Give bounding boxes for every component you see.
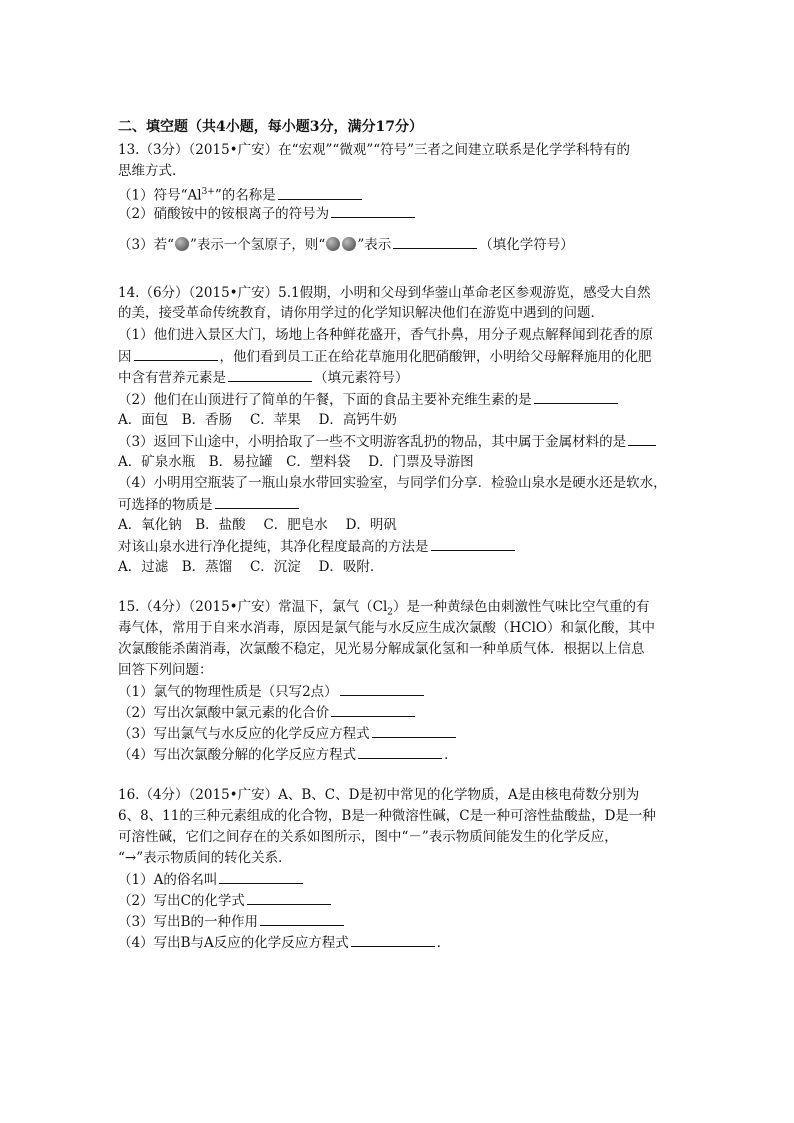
q15-part-2-text: （2）写出次氯酸中氯元素的化合价 xyxy=(118,705,330,721)
q14-stem-line-2: 的美，接受革命传统教育，请你用学过的化学知识解决他们在游览中遇到的问题． xyxy=(118,305,604,321)
answer-blank[interactable] xyxy=(260,912,344,926)
q15-part-2 xyxy=(118,703,417,722)
q13-stem-line-2: 思维方式． xyxy=(118,163,186,179)
q14-part-5 xyxy=(118,537,517,556)
hydrogen-atom-icon xyxy=(342,237,356,251)
q14-part-5-text: 对该山泉水进行净化提纯，其净化程度最高的方法是 xyxy=(118,539,429,555)
q15-part-1 xyxy=(118,682,426,701)
answer-blank[interactable] xyxy=(340,682,424,696)
answer-blank[interactable] xyxy=(393,235,477,249)
q14-part-2 xyxy=(118,390,620,409)
answer-blank[interactable] xyxy=(134,347,218,361)
answer-blank[interactable] xyxy=(228,368,312,382)
q14-part-3 xyxy=(118,432,658,451)
q14-part-4-options: A．氧化钠 B．盐酸 C．肥皂水 D．明矾 xyxy=(118,517,397,533)
q13-part-2 xyxy=(118,204,417,223)
q15-stem-text-b: ）是一种黄绿色由刺激性气味比空气重的有 xyxy=(393,599,650,615)
q15-part-4 xyxy=(118,745,458,764)
q14-stem-line-1: 14.（6分）（2015•广安）5.1假期，小明和父母到华蓥山革命老区参观游览，感受大自然 xyxy=(118,285,651,301)
q16-stem-line-3: 可溶性碱，它们之间存在的关系如图所示，图中“－”表示物质间能发生的化学反应， xyxy=(118,829,618,845)
answer-blank[interactable] xyxy=(331,204,415,218)
q16-part-3 xyxy=(118,912,346,931)
q16-part-1 xyxy=(118,870,305,889)
q14-part-3-text: （3）返回下山途中，小明拾取了一些不文明游客乱扔的物品，其中属于金属材料的是 xyxy=(118,434,627,450)
answer-blank[interactable] xyxy=(534,390,618,404)
q16-part-4-text: （4）写出B与A反应的化学反应方程式 xyxy=(118,935,349,951)
q14-part-2-text: （2）他们在山顶进行了简单的午餐，下面的食品主要补充维生素的是 xyxy=(118,392,532,408)
q14-part-1-line-1: （1）他们进入景区大门，场地上各种鲜花盛开，香气扑鼻，用分子观点解释闻到花香的原 xyxy=(118,327,654,343)
q16-stem-line-4: “→”表示物质间的转化关系． xyxy=(118,850,292,866)
answer-blank[interactable] xyxy=(628,432,656,446)
answer-blank[interactable] xyxy=(331,703,415,717)
q16-part-2 xyxy=(118,891,333,910)
q14-part-4-line-1: （4）小明用空瓶装了一瓶山泉水带回实验室，与同学们分享．检验山泉水是硬水还是软水， xyxy=(118,475,667,491)
q14-part-1-text-c: 中含有营养元素是 xyxy=(118,370,226,386)
q16-part-4 xyxy=(118,933,450,952)
q14-part-1-text-d: （填元素符号） xyxy=(314,370,409,386)
q14-part-1-text-b: ，他们看到员工正在给花草施用化肥硝酸钾，小明给父母解释施用的化肥 xyxy=(219,349,652,365)
q13-part-1-charge: 3+ xyxy=(201,187,215,197)
answer-blank[interactable] xyxy=(431,537,515,551)
q14-part-2-options: A．面包 B．香肠 C．苹果 D．高钙牛奶 xyxy=(118,412,397,428)
q15-part-3-text: （3）写出氯气与水反应的化学反应方程式 xyxy=(118,726,370,742)
hydrogen-atom-icon xyxy=(326,237,340,251)
q13-part-1-text-b: ”的名称是 xyxy=(214,187,276,204)
answer-blank[interactable] xyxy=(351,933,435,947)
q13-part-3-text-c: ”表示 xyxy=(357,237,392,253)
q14-part-4-line-2 xyxy=(118,495,301,514)
q13-part-2-text: （2）硝酸铵中的铵根离子的符号为 xyxy=(118,206,330,222)
answer-blank[interactable] xyxy=(358,745,442,759)
q15-part-1-text: （1）氯气的物理性质是（只写2点） xyxy=(118,684,338,700)
q15-stem-line-2: 毒气体，常用于自来水消毒，原因是氯气能与水反应生成次氯酸（HClO）和氯化酸，其中 xyxy=(118,620,655,636)
q16-stem-line-2: 6、8、11的三种元素组成的化合物，B是一种微溶性碱，C是一种可溶性盐酸盐，D是一种 xyxy=(118,808,656,824)
q13-stem-line-1: 13.（3分）（2015•广安）在“宏观”“微观”“符号”三者之间建立联系是化学学科特有的 xyxy=(118,142,631,158)
q15-stem-line-3: 次氯酸能杀菌消毒，次氯酸不稳定，见光易分解成氯化氢和一种单质气体．根据以上信息 xyxy=(118,641,645,657)
q16-stem-line-1: 16.（4分）（2015•广安）A、B、C、D是初中常见的化学物质，A是由核电荷数分别为 xyxy=(118,787,640,803)
q14-part-5-options: A．过滤 B．蒸馏 C．沉淀 D．吸附． xyxy=(118,559,384,575)
q15-part-4-text: （4）写出次氯酸分解的化学反应方程式 xyxy=(118,747,357,763)
q13-part-3-text-a: （3）若“ xyxy=(118,237,174,253)
q16-part-4-end: ． xyxy=(436,935,451,951)
answer-blank[interactable] xyxy=(247,891,331,905)
hydrogen-atom-icon xyxy=(175,237,189,251)
q14-part-1-line-2 xyxy=(118,347,652,366)
q14-part-1-line-3 xyxy=(118,368,409,387)
answer-blank[interactable] xyxy=(215,495,299,509)
q13-part-3-text-b: ”表示一个氢原子，则“ xyxy=(190,237,326,253)
q16-part-1-text: （1）A的俗名叫 xyxy=(118,872,218,888)
q15-part-4-end: ． xyxy=(444,747,458,763)
q15-stem-line-4: 回答下列问题： xyxy=(118,662,213,678)
section-title: 二、填空题（共4小题，每小题3分，满分17分） xyxy=(118,119,423,135)
q13-part-3-text-d: （填化学符号） xyxy=(479,237,574,253)
answer-blank[interactable] xyxy=(278,186,362,200)
q13-part-1 xyxy=(118,183,364,205)
q14-part-3-options: A．矿泉水瓶 B．易拉罐 C．塑料袋 D．门票及导游图 xyxy=(118,454,474,470)
q14-part-1-text-a: 因 xyxy=(118,349,132,365)
q15-stem-text-a: 15.（4分）（2015•广安）常温下，氯气（Cl xyxy=(118,599,388,615)
answer-blank[interactable] xyxy=(372,724,456,738)
answer-blank[interactable] xyxy=(219,870,303,884)
q15-stem-subscript: 2 xyxy=(387,607,394,618)
q14-part-4-text: 可选择的物质是 xyxy=(118,497,213,513)
q15-part-3 xyxy=(118,724,458,743)
q16-part-3-text: （3）写出B的一种作用 xyxy=(118,914,259,930)
q13-part-1-text-a: （1）符号“Al xyxy=(118,187,202,204)
q13-part-3 xyxy=(118,235,574,254)
q16-part-2-text: （2）写出C的化学式 xyxy=(118,893,245,909)
